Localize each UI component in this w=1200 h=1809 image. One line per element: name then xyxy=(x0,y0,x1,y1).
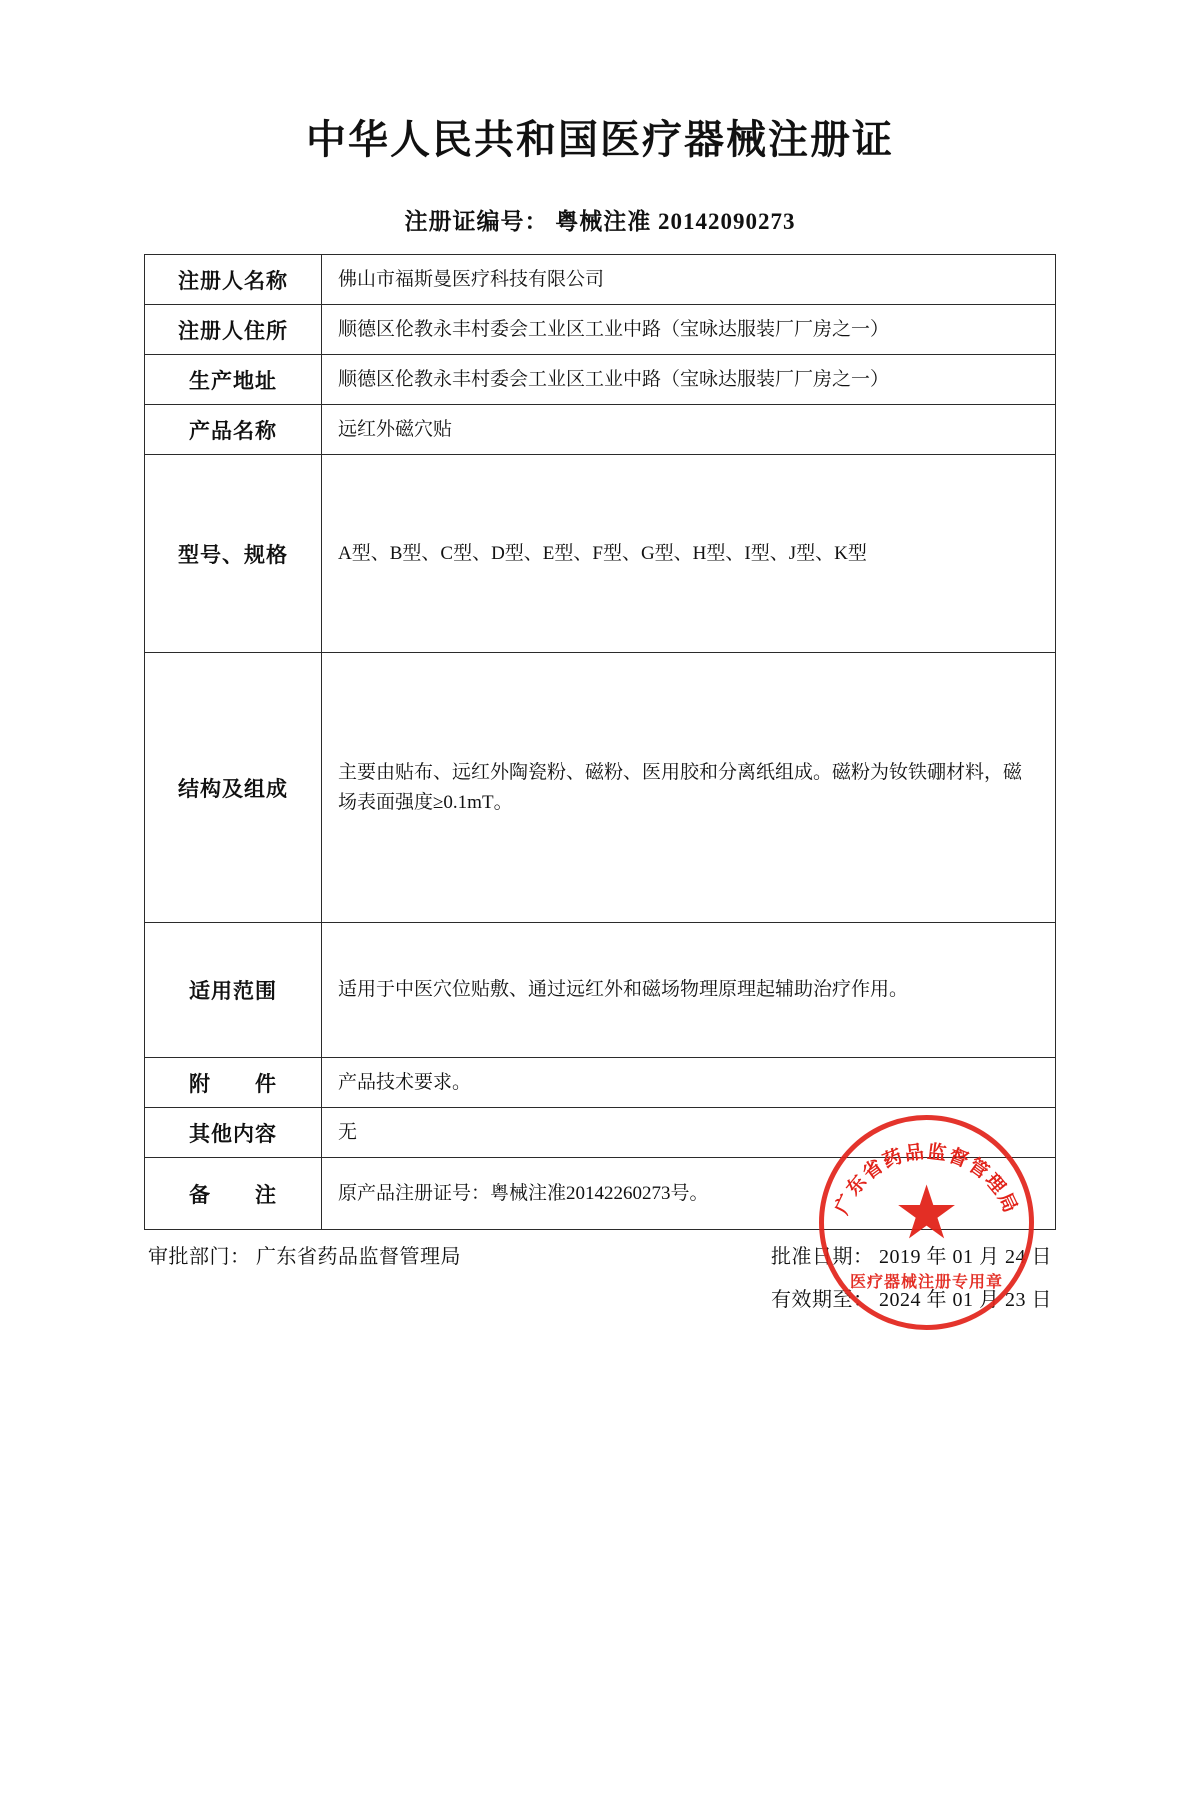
row-label: 适用范围 xyxy=(145,923,322,1058)
row-value: 产品技术要求。 xyxy=(322,1058,1056,1108)
row-value: 顺德区伦教永丰村委会工业区工业中路（宝咏达服装厂厂房之一） xyxy=(322,355,1056,405)
star-icon: ★ xyxy=(893,1172,960,1255)
table-row xyxy=(145,355,1056,405)
table-row xyxy=(145,653,1056,923)
certificate-page xyxy=(0,108,1200,1809)
table-row xyxy=(145,305,1056,355)
row-label: 附 件 xyxy=(145,1058,322,1108)
table-row xyxy=(145,923,1056,1058)
approval-department-label: 审批部门： xyxy=(148,1246,251,1268)
row-label: 注册人住所 xyxy=(145,305,322,355)
table-row xyxy=(145,1108,1056,1158)
table-row xyxy=(145,255,1056,305)
row-value: 无 xyxy=(322,1108,1056,1158)
table-row xyxy=(145,1058,1056,1108)
row-value: 远红外磁穴贴 xyxy=(322,405,1056,455)
row-value: 主要由贴布、远红外陶瓷粉、磁粉、医用胶和分离纸组成。磁粉为钕铁硼材料，磁场表面强度≥0.1mT。 xyxy=(322,653,1056,923)
row-value: 佛山市福斯曼医疗科技有限公司 xyxy=(322,255,1056,305)
approval-department xyxy=(148,1240,461,1269)
row-label: 结构及组成 xyxy=(145,653,322,923)
valid-until-value: 2024 年 01 月 23 日 xyxy=(879,1289,1052,1311)
approval-department-value: 广东省药品监督管理局 xyxy=(256,1246,461,1268)
row-value: 适用于中医穴位贴敷、通过远红外和磁场物理原理起辅助治疗作用。 xyxy=(322,923,1056,1058)
table-row xyxy=(145,1158,1056,1230)
approval-date-value: 2019 年 01 月 24 日 xyxy=(879,1246,1052,1268)
row-label: 生产地址 xyxy=(145,355,322,405)
row-value: 原产品注册证号：粤械注准20142260273号。 xyxy=(322,1158,1056,1230)
seal-bottom-label: 医疗器械注册专用章 xyxy=(849,1274,1003,1291)
approval-date xyxy=(771,1240,1052,1269)
row-value: 顺德区伦教永丰村委会工业区工业中路（宝咏达服装厂厂房之一） xyxy=(322,305,1056,355)
row-label: 其他内容 xyxy=(145,1108,322,1158)
row-label: 注册人名称 xyxy=(145,255,322,305)
valid-until xyxy=(771,1283,1052,1312)
seal-arc-label: 广东省药品监督管理局 xyxy=(831,1141,1022,1218)
page-title: 中华人民共和国医疗器械注册证 xyxy=(306,117,894,162)
table-row xyxy=(145,455,1056,653)
approval-date-label: 批准日期： xyxy=(771,1246,874,1268)
certificate-number: 注册证编号： 粤械注准 20142090273 xyxy=(404,209,796,234)
certificate-table xyxy=(144,254,1056,1230)
row-value: A型、B型、C型、D型、E型、F型、G型、H型、I型、J型、K型 xyxy=(322,455,1056,653)
valid-until-label: 有效期至： xyxy=(771,1289,874,1311)
row-label: 备 注 xyxy=(145,1158,322,1230)
row-label: 产品名称 xyxy=(145,405,322,455)
approval-dates xyxy=(771,1240,1052,1326)
table-row xyxy=(145,405,1056,455)
row-label: 型号、规格 xyxy=(145,455,322,653)
